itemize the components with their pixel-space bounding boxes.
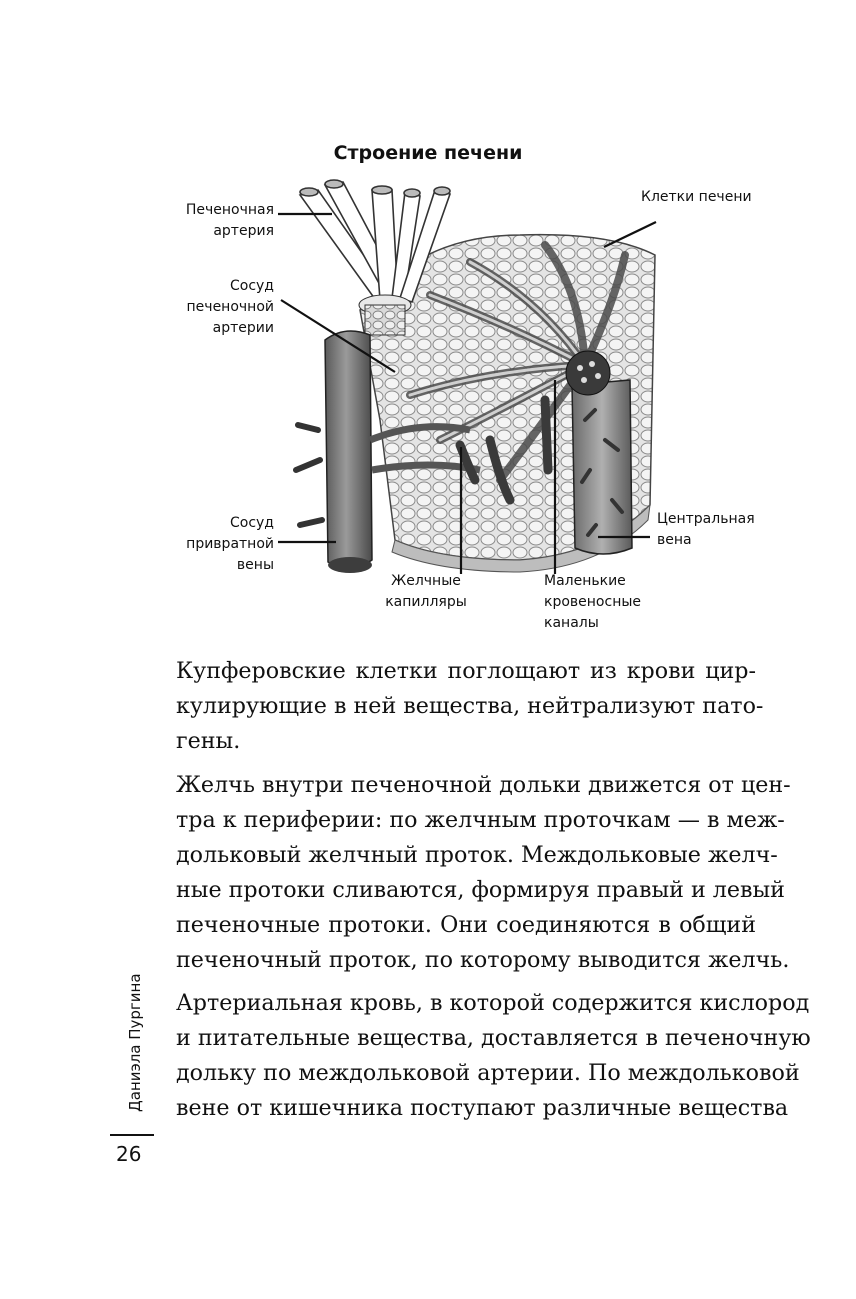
paragraph-kupffer: Купферовские клетки поглощают из крови цир- кулирующие в ней вещества, нейтрализуют пато- гены. <box>176 658 764 754</box>
central-vein <box>566 351 632 554</box>
label-hepatic-artery-vessel: Сосуд печеночной артерии <box>186 278 274 336</box>
label-liver-cells: Клетки печени <box>641 189 752 205</box>
page-number-rule <box>110 1134 154 1136</box>
paragraph-bile-flow: Желчь внутри печеночной дольки движется от цен- тра к периферии: по желчным проточкам — в меж- дольковый желчный проток. Междольковые желч- ные протоки сливаются, формируя правый и левый печеночные протоки. Они соединяются в общий печеночный проток, по которому выводится желчь. <box>176 772 791 973</box>
paragraph-arterial-blood: Артериальная кровь, в которой содержится кислород и питательные вещества, доставляется в печеночную дольку по междольковой артерии. По междольковой вене от кишечника поступают различные вещества <box>176 990 811 1121</box>
label-portal-vein-vessel: Сосуд привратной вены <box>186 515 274 573</box>
label-bile-capillaries: Желчные капилляры <box>385 573 467 610</box>
running-author: Даниэла Пургина <box>126 973 144 1112</box>
label-hepatic-artery: Печеночная артерия <box>185 202 274 239</box>
label-small-blood-channels: Маленькие кровеносные каналы <box>544 573 642 631</box>
figure-title: Строение печени <box>333 142 523 164</box>
bile-duct-ring <box>359 295 411 335</box>
label-central-vein: Центральная вена <box>657 511 755 548</box>
page-number: 26 <box>116 1142 142 1166</box>
